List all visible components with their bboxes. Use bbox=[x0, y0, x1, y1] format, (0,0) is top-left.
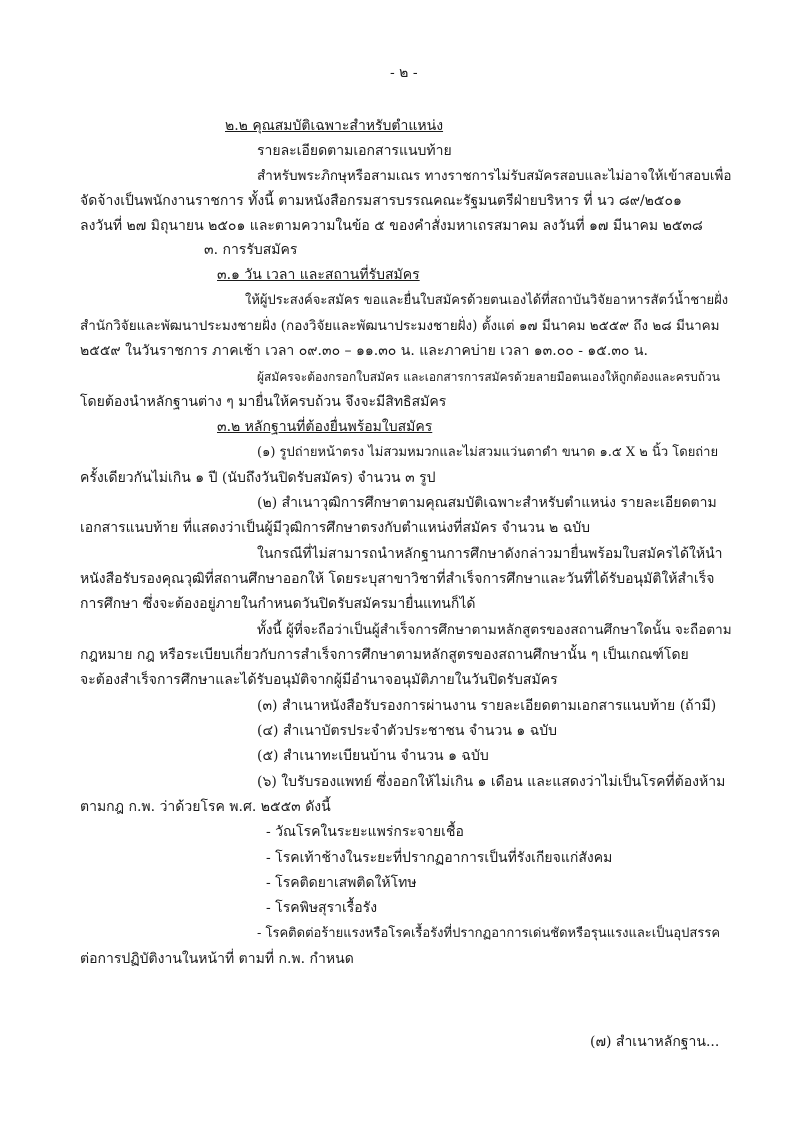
paragraph-line: จัดจ้างเป็นพนักงานราชการ ทั้งนี้ ตามหนังสือกรมสารบรรณคณะรัฐมนตรีฝ่ายบริหาร ที่ นว ๘๙/๒๕๐๑ bbox=[80, 193, 682, 209]
list-item: (๑) รูปถ่ายหน้าตรง ไม่สวมหมวกและไม่สวมแว่นตาดำ ขนาด ๑.๕ X ๒ นิ้ว โดยถ่าย bbox=[257, 445, 719, 460]
disease-item: - วัณโรคในระยะแพร่กระจายเชื้อ bbox=[266, 824, 464, 840]
paragraph-line: กฎหมาย กฎ หรือระเบียบเกี่ยวกับการสำเร็จการศึกษาตามหลักสูตรของสถานศึกษานั้น ๆ เป็นเกณฑ์โดย bbox=[80, 647, 689, 663]
section-2-2-detail: รายละเอียดตามเอกสารแนบท้าย bbox=[257, 143, 452, 159]
paragraph-line: หนังสือรับรองคุณวุฒิที่สถานศึกษาออกให้ โดยระบุสาขาวิชาที่สำเร็จการศึกษาและวันที่ได้รับอนุมัติให้สำเร็จ bbox=[80, 571, 715, 587]
paragraph-line: ทั้งนี้ ผู้ที่จะถือว่าเป็นผู้สำเร็จการศึกษาตามหลักสูตรของสถานศึกษาใดนั้น จะถือตาม bbox=[257, 622, 732, 638]
section-3-heading: ๓. การรับสมัคร bbox=[204, 242, 298, 258]
paragraph-line: ผู้สมัครจะต้องกรอกใบสมัคร และเอกสารการสมัครด้วยลายมือตนเองให้ถูกต้องและครบถ้วน bbox=[257, 370, 720, 384]
disease-item: - โรคติดต่อร้ายแรงหรือโรคเรื้อรังที่ปรากฏอาการเด่นชัดหรือรุนแรงและเป็นอุปสรรค bbox=[257, 926, 721, 941]
continuation-note: (๗) สำเนาหลักฐาน... bbox=[590, 1034, 720, 1050]
section-3-2-heading: ๓.๒ หลักฐานที่ต้องยื่นพร้อมใบสมัคร bbox=[217, 419, 433, 435]
section-3-1-heading: ๓.๑ วัน เวลา และสถานที่รับสมัคร bbox=[217, 267, 420, 283]
paragraph-line: ๒๕๕๙ ในวันราชการ ภาคเช้า เวลา ๐๙.๓๐ – ๑๑.๓๐ น. และภาคบ่าย เวลา ๑๓.๐๐ - ๑๕.๓๐ น. bbox=[80, 343, 648, 359]
paragraph-line: สำหรับพระภิกษุหรือสามเณร ทางราชการไม่รับสมัครสอบและไม่อาจให้เข้าสอบเพื่อ bbox=[257, 168, 732, 184]
disease-item: - โรคพิษสุราเรื้อรัง bbox=[266, 900, 378, 916]
list-item: (๓) สำเนาหนังสือรับรองการผ่านงาน รายละเอียดตามเอกสารแนบท้าย (ถ้ามี) bbox=[257, 698, 717, 714]
list-item: เอกสารแนบท้าย ที่แสดงว่าเป็นผู้มีวุฒิการศึกษาตรงกับตำแหน่งที่สมัคร จำนวน ๒ ฉบับ bbox=[80, 520, 591, 536]
list-item: (๕) สำเนาทะเบียนบ้าน จำนวน ๑ ฉบับ bbox=[257, 748, 489, 764]
paragraph-line: ลงวันที่ ๒๗ มิถุนายน ๒๕๐๑ และตามความในข้อ ๕ ของคำสั่งมหาเถรสมาคม ลงวันที่ ๑๗ มีนาคม ๒๕๓๘ bbox=[80, 218, 703, 234]
disease-item: ต่อการปฏิบัติงานในหน้าที่ ตามที่ ก.พ. กำหนด bbox=[80, 951, 354, 967]
list-item: (๖) ใบรับรองแพทย์ ซึ่งออกให้ไม่เกิน ๑ เดือน และแสดงว่าไม่เป็นโรคที่ต้องห้าม bbox=[257, 774, 726, 790]
paragraph-line: โดยต้องนำหลักฐานต่าง ๆ มายื่นให้ครบถ้วน จึงจะมีสิทธิสมัคร bbox=[80, 394, 447, 410]
list-item: ตามกฎ ก.พ. ว่าด้วยโรค พ.ศ. ๒๕๕๓ ดังนี้ bbox=[80, 799, 331, 815]
disease-item: - โรคติดยาเสพติดให้โทษ bbox=[266, 875, 417, 891]
list-item: ครั้งเดียวกันไม่เกิน ๑ ปี (นับถึงวันปิดรับสมัคร) จำนวน ๓ รูป bbox=[80, 470, 436, 486]
list-item: (๔) สำเนาบัตรประจำตัวประชาชน จำนวน ๑ ฉบับ bbox=[257, 723, 558, 739]
paragraph-line: การศึกษา ซึ่งจะต้องอยู่ภายในกำหนดวันปิดรับสมัครมายื่นแทนก็ได้ bbox=[80, 596, 476, 612]
paragraph-line: ให้ผู้ประสงค์จะสมัคร ขอและยื่นใบสมัครด้วยตนเองได้ที่สถาบันวิจัยอาหารสัตว์น้ำชายฝั่ง bbox=[245, 293, 729, 308]
paragraph-line: ในกรณีที่ไม่สามารถนำหลักฐานการศึกษาดังกล่าวมายื่นพร้อมใบสมัครได้ให้นำ bbox=[257, 546, 723, 562]
paragraph-line: สำนักวิจัยและพัฒนาประมงชายฝั่ง (กองวิจัยและพัฒนาประมงชายฝั่ง) ตั้งแต่ ๑๗ มีนาคม ๒๕๕๙ ถึง ๒๘ มีนาคม bbox=[80, 318, 720, 334]
page-number: - ๒ - bbox=[390, 65, 418, 81]
list-item: (๒) สำเนาวุฒิการศึกษาตามคุณสมบัติเฉพาะสำหรับตำแหน่ง รายละเอียดตาม bbox=[257, 495, 717, 511]
paragraph-line: จะต้องสำเร็จการศึกษาและได้รับอนุมัติจากผู้มีอำนาจอนุมัติภายในวันปิดรับสมัคร bbox=[80, 672, 558, 688]
section-2-2-heading: ๒.๒ คุณสมบัติเฉพาะสำหรับตำแหน่ง bbox=[225, 118, 444, 134]
disease-item: - โรคเท้าช้างในระยะที่ปรากฏอาการเป็นที่รังเกียจแก่สังคม bbox=[266, 850, 613, 866]
